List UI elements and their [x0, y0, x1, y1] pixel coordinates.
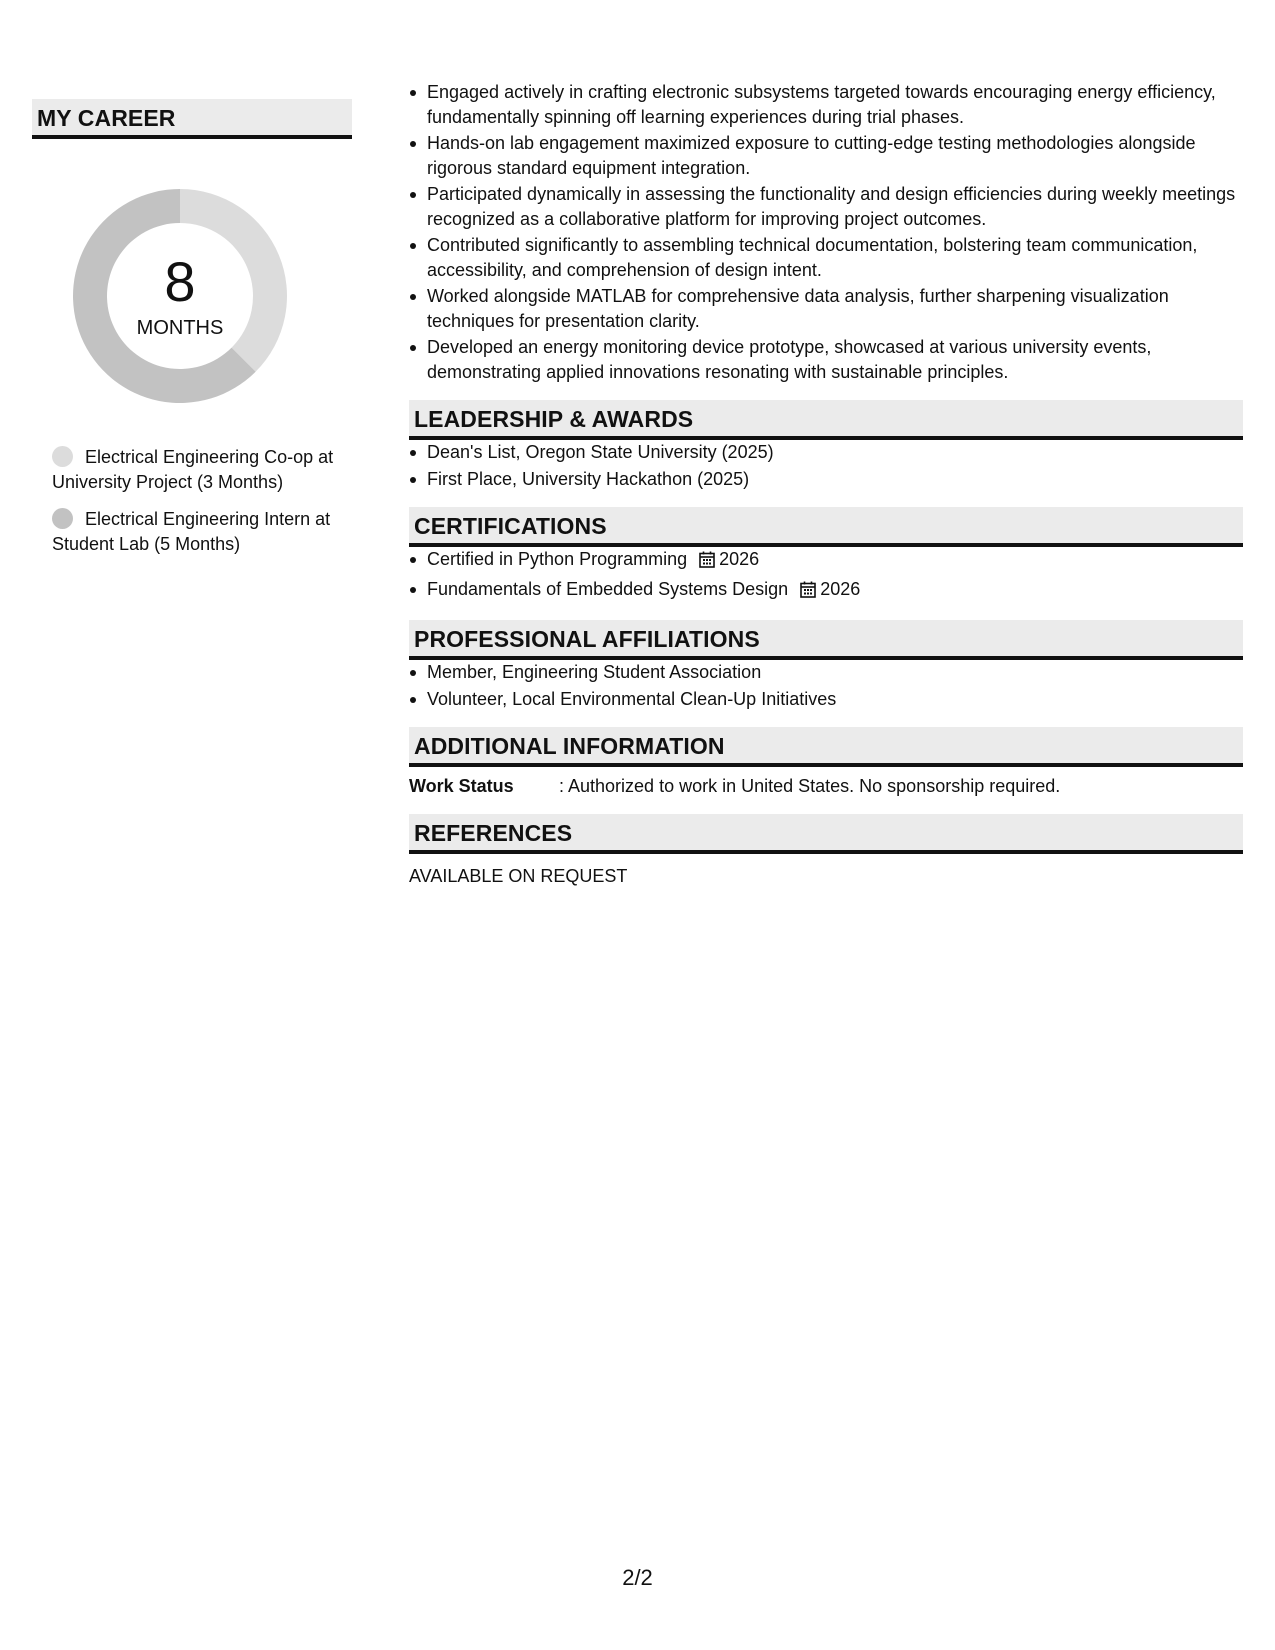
- total-months-value: 8: [164, 250, 196, 313]
- calendar-icon: [800, 580, 816, 605]
- calendar-icon: [699, 550, 715, 575]
- legend-item: [52, 445, 352, 495]
- certification-name: Certified in Python Programming: [427, 549, 688, 569]
- career-legend: [52, 445, 352, 557]
- work-status-value: : Authorized to work in United States. No sponsorship required.: [559, 776, 1061, 796]
- leadership-heading: LEADERSHIP & AWARDS: [409, 400, 1243, 440]
- certification-year: 2026: [820, 578, 861, 599]
- experience-bullet: Engaged actively in crafting electronic subsystems targeted towards encouraging energy efficiency, fundamentally spinning off learning experiences during trial phases.: [427, 80, 1243, 129]
- affiliations-heading: PROFESSIONAL AFFILIATIONS: [409, 620, 1243, 660]
- certifications-list: [409, 547, 1243, 604]
- left-column: [32, 99, 352, 569]
- certification-item: [427, 577, 1243, 605]
- total-months-unit: MONTHS: [136, 317, 224, 339]
- leadership-list: [409, 440, 1243, 491]
- leadership-item: First Place, University Hackathon (2025): [427, 467, 1243, 492]
- additional-info-heading: ADDITIONAL INFORMATION: [409, 727, 1243, 767]
- certification-name: Fundamentals of Embedded Systems Design: [427, 578, 789, 599]
- experience-bullet: Contributed significantly to assembling technical documentation, bolstering team communication, accessibility, and comprehension of design intent.: [427, 233, 1243, 282]
- experience-bullet-list: [409, 80, 1243, 384]
- legend-label-intern: Electrical Engineering Intern at Student Lab (5 Months): [52, 509, 331, 554]
- career-heading: MY CAREER: [32, 99, 352, 139]
- leadership-item: Dean's List, Oregon State University (2025): [427, 440, 1243, 465]
- references-heading: REFERENCES: [409, 814, 1243, 854]
- legend-label-coop: Electrical Engineering Co-op at University Project (3 Months): [52, 447, 334, 492]
- work-status-row: [409, 774, 1243, 798]
- experience-bullet: Participated dynamically in assessing the functionality and design efficiencies during weekly meetings recognized as a collaborative platform for improving project outcomes.: [427, 182, 1243, 231]
- page-number: 2/2: [622, 1565, 653, 1590]
- legend-dot-intern: [52, 508, 73, 529]
- affiliations-list: [409, 660, 1243, 711]
- experience-bullet: Developed an energy monitoring device prototype, showcased at various university events, demonstrating applied innovations resonating with sustainable principles.: [427, 335, 1243, 384]
- legend-dot-coop: [52, 446, 73, 467]
- affiliation-item: Member, Engineering Student Association: [427, 660, 1243, 685]
- right-column: [409, 80, 1243, 888]
- affiliation-item: Volunteer, Local Environmental Clean-Up Initiatives: [427, 687, 1243, 712]
- donut-center: [67, 183, 293, 409]
- legend-item: [52, 507, 352, 557]
- work-status-label: Work Status: [409, 776, 514, 796]
- certification-item: [427, 547, 1243, 575]
- experience-bullet: Hands-on lab engagement maximized exposure to cutting-edge testing methodologies alongside rigorous standard equipment integration.: [427, 131, 1243, 180]
- certifications-heading: CERTIFICATIONS: [409, 507, 1243, 547]
- certification-year: 2026: [719, 549, 760, 569]
- references-text: AVAILABLE ON REQUEST: [409, 866, 628, 886]
- career-donut-chart: [67, 183, 293, 409]
- experience-bullet: Worked alongside MATLAB for comprehensive data analysis, further sharpening visualization techniques for presentation clarity.: [427, 284, 1243, 333]
